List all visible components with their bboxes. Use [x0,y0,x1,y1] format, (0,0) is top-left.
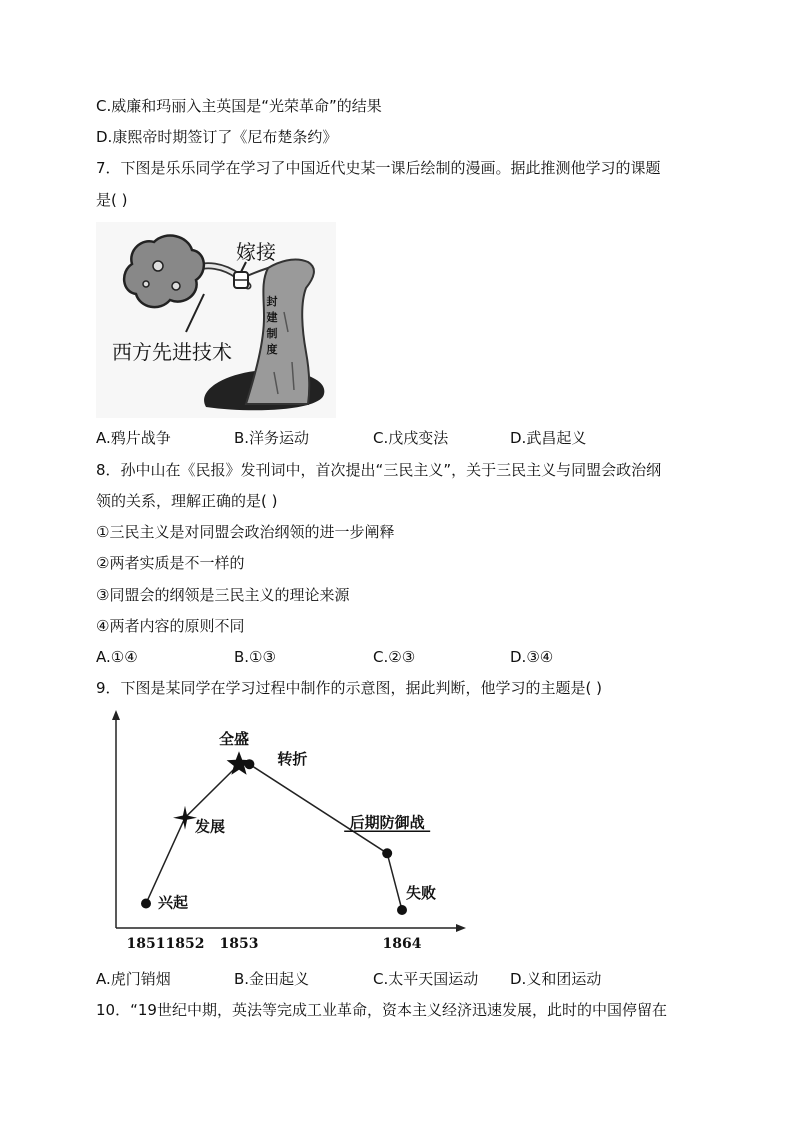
q9-option-a[interactable]: A.虎门销烟 [96,970,171,988]
q9-stem: 9．下图是某同学在学习过程中制作的示意图，据此判断，他学习的主题是( ) [96,679,603,697]
q8-statement-4: ④两者内容的原则不同 [96,617,245,635]
q7-option-a[interactable]: A.鸦片战争 [96,429,171,447]
point-label-3: 转折 [277,750,308,769]
x-tick-label-1851: 1851 [126,936,166,952]
q8-option-b[interactable]: B.①③ [234,648,276,666]
q9-chart [100,708,470,960]
x-axis-arrow [456,924,466,932]
point-marker-0 [141,899,151,909]
q9-option-b[interactable]: B.金田起义 [234,970,310,988]
label-graft: 嫁接 [236,240,276,264]
q7-cartoon-figure [96,222,336,418]
q8-option-a[interactable]: A.①④ [96,648,138,666]
q8-option-c[interactable]: C.②③ [373,648,416,666]
q7-option-c[interactable]: C.戊戌变法 [373,429,449,447]
option-c-prev: C.威廉和玛丽入主英国是“光荣革命”的结果 [96,97,382,115]
trunk-char-2: 建 [266,311,278,324]
point-label-5: 失败 [406,884,437,902]
point-label-0: 兴起 [158,893,189,912]
q8-stem-line2: 领的关系，理解正确的是( ) [96,492,278,510]
label-western-tech: 西方先进技术 [112,340,232,364]
cartoon-svg [96,222,336,418]
point-marker-4 [382,848,392,858]
q8-option-d[interactable]: D.③④ [510,648,554,666]
x-tick-label-1864: 1864 [382,936,422,952]
q8-options [96,647,716,667]
trunk-char-4: 度 [266,343,278,356]
q8-statement-1: ①三民主义是对同盟会政治纲领的进一步阐释 [96,523,395,541]
q7-option-b[interactable]: B.洋务运动 [234,429,310,447]
q9-option-d[interactable]: D.义和团运动 [510,970,602,988]
q8-stem-line1: 8．孙中山在《民报》发刊词中，首次提出“三民主义”，关于三民主义与同盟会政治纲 [96,461,662,479]
point-label-1: 发展 [195,817,226,836]
q10-stem-line1: 10．“19世纪中期，英法等完成工业革命，资本主义经济迅速发展，此时的中国停留在 [96,1001,667,1019]
option-d-prev: D.康熙帝时期签订了《尼布楚条约》 [96,128,338,146]
point-marker-3 [244,759,254,769]
point-label-2: 全盛 [219,730,250,749]
foliage-spot-2 [172,282,180,290]
q9-options [96,969,716,989]
trunk-char-1: 封 [266,295,278,308]
q7-option-d[interactable]: D.武昌起义 [510,429,587,447]
trunk-text [264,294,280,358]
q7-options [96,428,716,448]
x-tick-label-1853: 1853 [219,936,259,952]
series-line [146,764,402,910]
q9-chart-svg [100,708,470,960]
foliage-spot-1 [153,261,163,271]
q9-option-c[interactable]: C.太平天国运动 [373,970,479,988]
q7-stem-line2: 是( ) [96,191,128,209]
q8-statement-2: ②两者实质是不一样的 [96,554,245,572]
foliage-spot-3 [143,281,149,287]
y-axis-arrow [112,710,120,720]
x-tick-label-1852: 1852 [165,936,205,952]
point-label-4: 后期防御战 [349,813,425,832]
point-marker-5 [397,905,407,915]
q8-statement-3: ③同盟会的纲领是三民主义的理论来源 [96,586,350,604]
trunk-char-3: 制 [266,327,278,340]
q7-stem-line1: 7．下图是乐乐同学在学习了中国近代史某一课后绘制的漫画。据此推测他学习的课题 [96,159,661,177]
